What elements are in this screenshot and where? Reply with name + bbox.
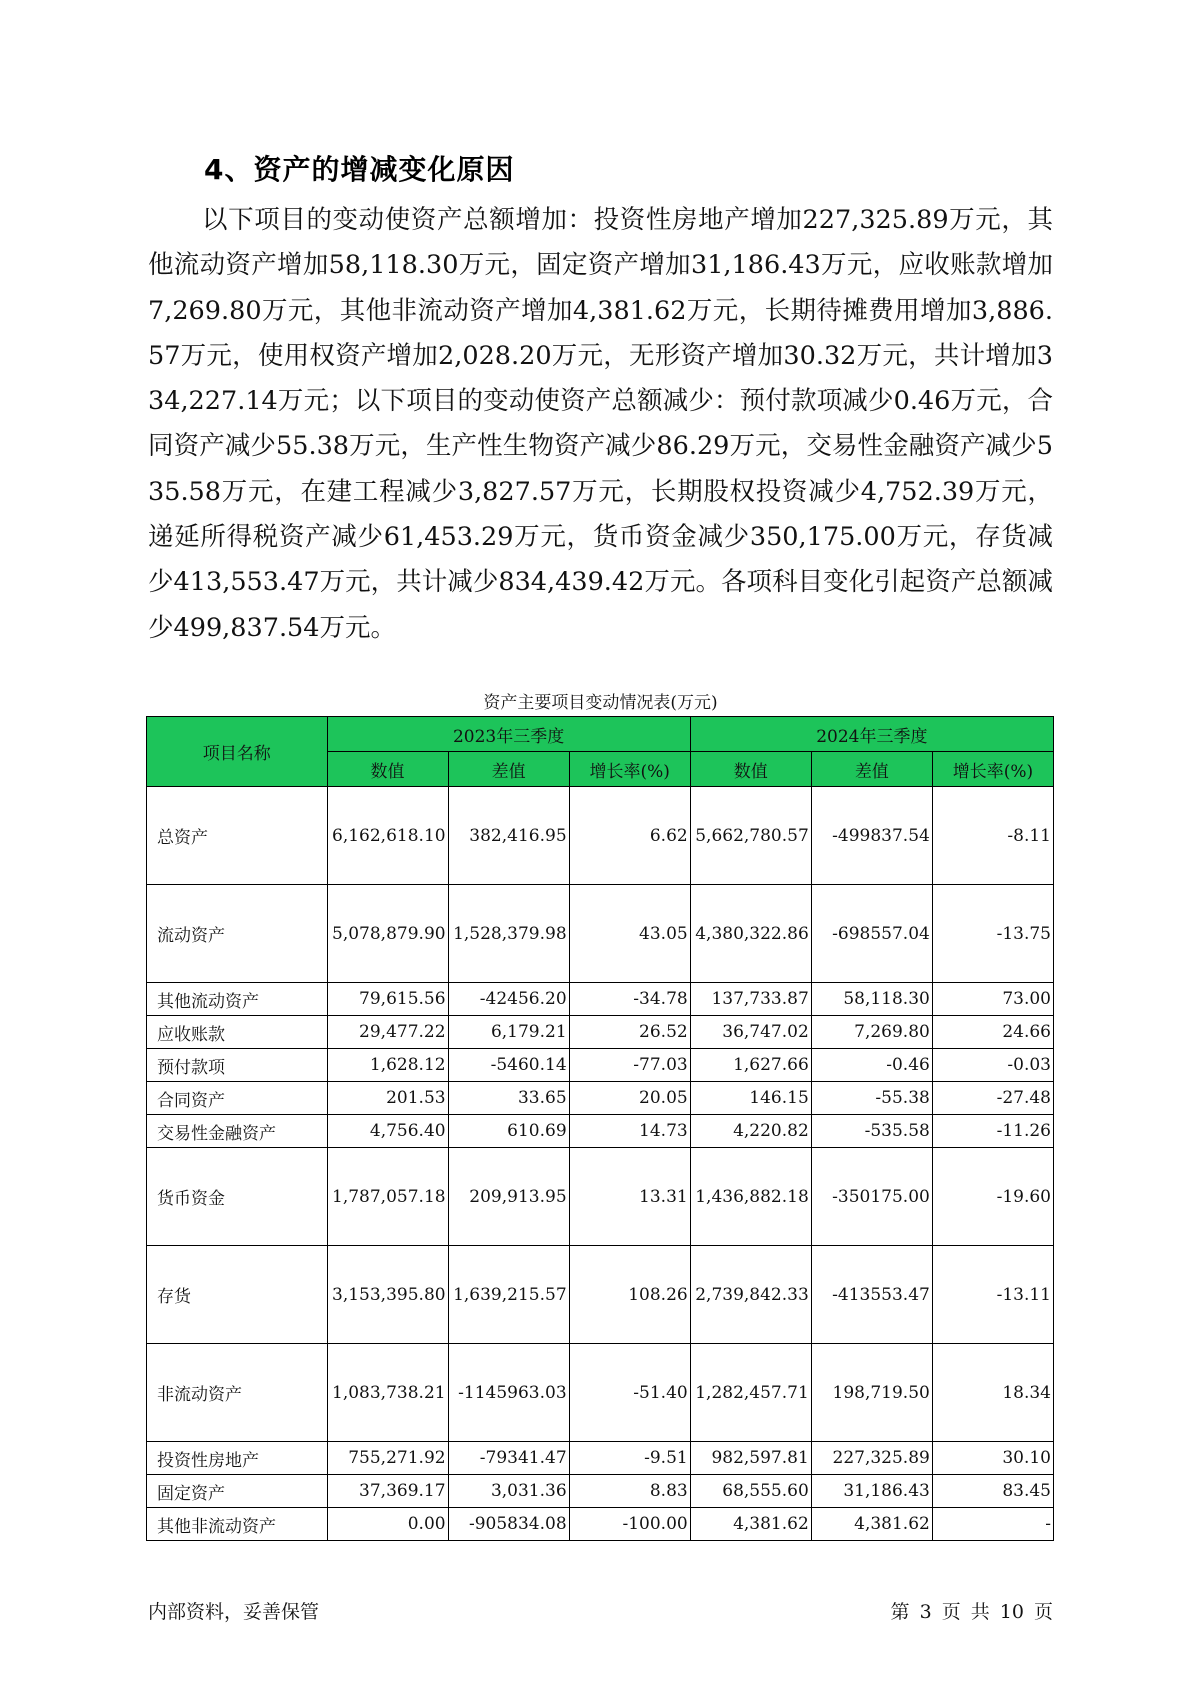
row-cell-d24: 7,269.80 <box>811 1016 932 1049</box>
row-item-name: 固定资产 <box>147 1475 328 1508</box>
row-cell-d23: 33.65 <box>448 1082 569 1115</box>
table-row <box>147 787 1054 885</box>
row-cell-g24: -11.26 <box>932 1115 1053 1148</box>
row-cell-g24: - <box>932 1508 1053 1541</box>
row-cell-v24: 1,627.66 <box>690 1049 811 1082</box>
header-period-2024: 2024年三季度 <box>690 717 1053 752</box>
row-cell-v23: 3,153,395.80 <box>327 1246 448 1344</box>
row-cell-d23: 209,913.95 <box>448 1148 569 1246</box>
row-cell-d23: 382,416.95 <box>448 787 569 885</box>
header-growth-2023: 增长率(%) <box>569 752 690 787</box>
row-cell-v23: 1,083,738.21 <box>327 1344 448 1442</box>
header-value-2024: 数值 <box>690 752 811 787</box>
row-cell-d24: -350175.00 <box>811 1148 932 1246</box>
row-cell-v23: 1,787,057.18 <box>327 1148 448 1246</box>
row-cell-d23: 1,639,215.57 <box>448 1246 569 1344</box>
row-cell-g24: 18.34 <box>932 1344 1053 1442</box>
row-cell-v23: 755,271.92 <box>327 1442 448 1475</box>
header-item-name: 项目名称 <box>147 717 328 787</box>
row-cell-v23: 0.00 <box>327 1508 448 1541</box>
row-cell-g23: -77.03 <box>569 1049 690 1082</box>
row-cell-g24: 73.00 <box>932 983 1053 1016</box>
row-item-name: 其他流动资产 <box>147 983 328 1016</box>
row-item-name: 预付款项 <box>147 1049 328 1082</box>
row-cell-g23: 14.73 <box>569 1115 690 1148</box>
row-cell-d23: 610.69 <box>448 1115 569 1148</box>
row-cell-d23: -5460.14 <box>448 1049 569 1082</box>
row-cell-d24: -698557.04 <box>811 885 932 983</box>
row-cell-v24: 982,597.81 <box>690 1442 811 1475</box>
footer-page-number: 第 3 页 共 10 页 <box>890 1601 1053 1623</box>
table-row <box>147 1246 1054 1344</box>
table-body <box>147 787 1054 1541</box>
row-cell-g23: -9.51 <box>569 1442 690 1475</box>
row-cell-g24: -27.48 <box>932 1082 1053 1115</box>
row-cell-g24: 83.45 <box>932 1475 1053 1508</box>
table-title: 资产主要项目变动情况表(万元) <box>483 693 718 713</box>
row-cell-d24: -0.46 <box>811 1049 932 1082</box>
header-value-2023: 数值 <box>327 752 448 787</box>
row-cell-g24: 24.66 <box>932 1016 1053 1049</box>
table-row <box>147 1442 1054 1475</box>
row-cell-v23: 4,756.40 <box>327 1115 448 1148</box>
row-cell-v23: 5,078,879.90 <box>327 885 448 983</box>
row-cell-d23: 3,031.36 <box>448 1475 569 1508</box>
row-cell-v24: 1,282,457.71 <box>690 1344 811 1442</box>
row-item-name: 流动资产 <box>147 885 328 983</box>
row-cell-d23: 1,528,379.98 <box>448 885 569 983</box>
row-cell-v24: 5,662,780.57 <box>690 787 811 885</box>
row-cell-g23: 6.62 <box>569 787 690 885</box>
row-cell-g23: -100.00 <box>569 1508 690 1541</box>
table-row <box>147 1049 1054 1082</box>
row-cell-g23: -51.40 <box>569 1344 690 1442</box>
row-cell-g23: -34.78 <box>569 983 690 1016</box>
row-cell-v23: 37,369.17 <box>327 1475 448 1508</box>
table-row <box>147 1082 1054 1115</box>
row-cell-v24: 146.15 <box>690 1082 811 1115</box>
table-row <box>147 1148 1054 1246</box>
row-cell-g23: 8.83 <box>569 1475 690 1508</box>
row-cell-g23: 108.26 <box>569 1246 690 1344</box>
row-cell-d24: 58,118.30 <box>811 983 932 1016</box>
row-cell-d23: -42456.20 <box>448 983 569 1016</box>
row-item-name: 非流动资产 <box>147 1344 328 1442</box>
row-item-name: 其他非流动资产 <box>147 1508 328 1541</box>
row-cell-g23: 13.31 <box>569 1148 690 1246</box>
row-cell-d23: -79341.47 <box>448 1442 569 1475</box>
table-row <box>147 1475 1054 1508</box>
row-cell-v23: 201.53 <box>327 1082 448 1115</box>
header-growth-2024: 增长率(%) <box>932 752 1053 787</box>
body-paragraph: 以下项目的变动使资产总额增加：投资性房地产增加227,325.89万元，其他流动资产增加58,118.30万元，固定资产增加31,186.43万元，应收账款增加7,269.80万元，其他非流动资产增加4,381.62万元，长期待摊费用增加3,886.57万元，使用权资产增加2,028.20万元，无形资产增加30.32万元，共计增加334,227.14万元；以下项目的变动使资产总额减少：预付款项减少0.46万元，合同资产减少55.38万元，生产性生物资产减少86.29万元，交易性金融资产减少535.58万元，在建工程减少3,827.57万元，长期股权投资减少4,752.39万元，递延所得税资产减少61,453.29万元，货币资金减少350,175.00万元，存货减少413,553.47万元，共计减少834,439.42万元。各项科目变化引起资产总额减少499,837.54万元。 <box>148 205 1053 643</box>
row-item-name: 投资性房地产 <box>147 1442 328 1475</box>
row-cell-g23: 26.52 <box>569 1016 690 1049</box>
row-cell-d24: 4,381.62 <box>811 1508 932 1541</box>
table-row <box>147 1016 1054 1049</box>
section-heading: 4、资产的增减变化原因 <box>204 153 515 186</box>
row-cell-v24: 4,220.82 <box>690 1115 811 1148</box>
row-cell-d24: -413553.47 <box>811 1246 932 1344</box>
row-cell-d24: -55.38 <box>811 1082 932 1115</box>
row-cell-v23: 6,162,618.10 <box>327 787 448 885</box>
row-cell-g24: -19.60 <box>932 1148 1053 1246</box>
row-cell-d23: 6,179.21 <box>448 1016 569 1049</box>
row-cell-g23: 20.05 <box>569 1082 690 1115</box>
row-cell-v24: 68,555.60 <box>690 1475 811 1508</box>
row-cell-v24: 36,747.02 <box>690 1016 811 1049</box>
table-row <box>147 1508 1054 1541</box>
row-cell-v23: 1,628.12 <box>327 1049 448 1082</box>
row-cell-v24: 2,739,842.33 <box>690 1246 811 1344</box>
header-diff-2023: 差值 <box>448 752 569 787</box>
row-cell-v24: 137,733.87 <box>690 983 811 1016</box>
row-cell-v23: 79,615.56 <box>327 983 448 1016</box>
row-cell-d24: 31,186.43 <box>811 1475 932 1508</box>
row-item-name: 货币资金 <box>147 1148 328 1246</box>
row-cell-g24: -13.75 <box>932 885 1053 983</box>
footer-confidential-note: 内部资料，妥善保管 <box>148 1601 320 1623</box>
table-row <box>147 1344 1054 1442</box>
row-cell-d24: -535.58 <box>811 1115 932 1148</box>
table-row <box>147 1115 1054 1148</box>
row-cell-g24: 30.10 <box>932 1442 1053 1475</box>
row-cell-v23: 29,477.22 <box>327 1016 448 1049</box>
table-row <box>147 885 1054 983</box>
row-cell-d24: 227,325.89 <box>811 1442 932 1475</box>
table-row <box>147 983 1054 1016</box>
asset-change-table <box>146 716 1054 1541</box>
row-item-name: 存货 <box>147 1246 328 1344</box>
row-cell-d23: -1145963.03 <box>448 1344 569 1442</box>
row-cell-g24: -8.11 <box>932 787 1053 885</box>
row-cell-d24: -499837.54 <box>811 787 932 885</box>
header-diff-2024: 差值 <box>811 752 932 787</box>
row-item-name: 应收账款 <box>147 1016 328 1049</box>
header-period-2023: 2023年三季度 <box>327 717 690 752</box>
row-cell-d23: -905834.08 <box>448 1508 569 1541</box>
row-item-name: 总资产 <box>147 787 328 885</box>
row-item-name: 合同资产 <box>147 1082 328 1115</box>
row-item-name: 交易性金融资产 <box>147 1115 328 1148</box>
row-cell-v24: 4,380,322.86 <box>690 885 811 983</box>
row-cell-v24: 1,436,882.18 <box>690 1148 811 1246</box>
row-cell-v24: 4,381.62 <box>690 1508 811 1541</box>
row-cell-g24: -0.03 <box>932 1049 1053 1082</box>
row-cell-g23: 43.05 <box>569 885 690 983</box>
row-cell-d24: 198,719.50 <box>811 1344 932 1442</box>
row-cell-g24: -13.11 <box>932 1246 1053 1344</box>
